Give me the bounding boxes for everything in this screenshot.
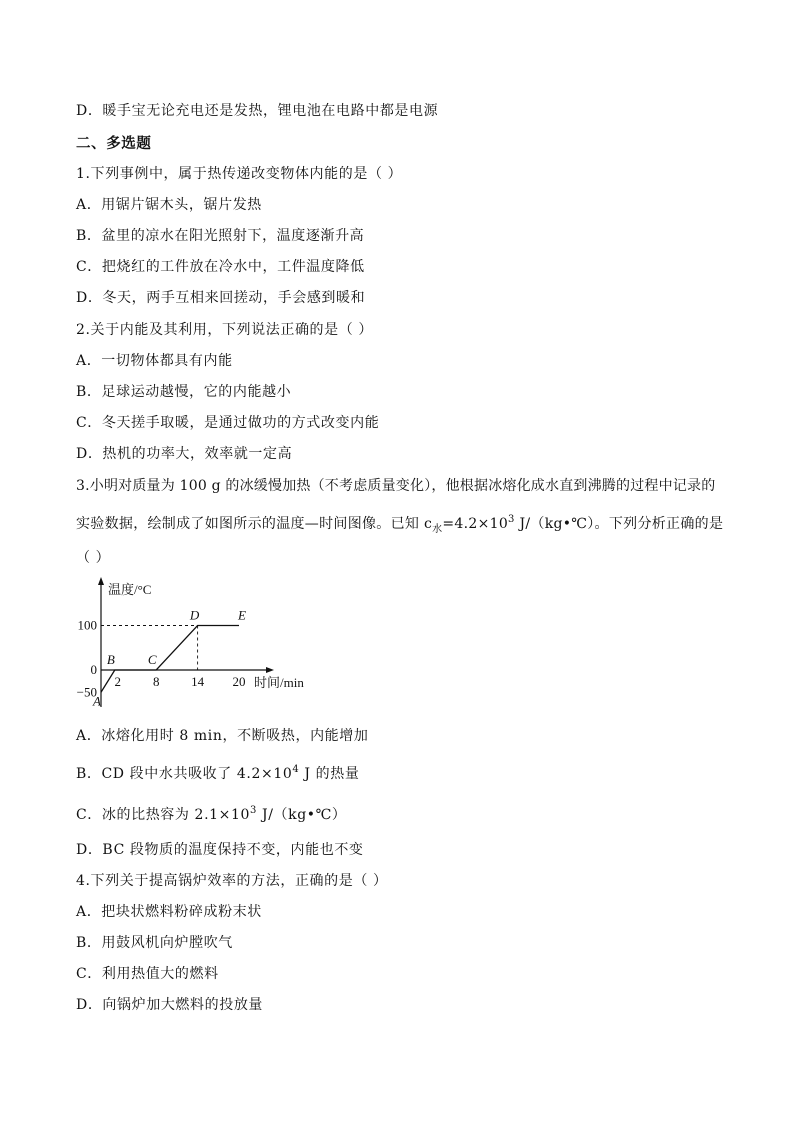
q3-option-a: A．冰熔化用时 8 min，不断吸热，内能增加	[76, 728, 369, 744]
line-d-prev: D．暖手宝无论充电还是发热，锂电池在电路中都是电源	[76, 103, 439, 119]
y-tick-label: 0	[90, 662, 97, 677]
q2-option-c: C．冬天搓手取暖，是通过做功的方式改变内能	[76, 415, 380, 431]
q4-option-c: C．利用热值大的燃料	[76, 966, 219, 982]
q3b-text-pre: B．CD 段中水共吸收了 4.2×10	[76, 766, 293, 782]
q3b-text-post: J 的热量	[299, 766, 360, 782]
q1-option-d: D．冬天，两手互相来回搓动，手会感到暖和	[76, 290, 366, 306]
question-1: 1.下列事例中，属于热传递改变物体内能的是（ ）	[76, 166, 403, 182]
question-3-line-3: （ ）	[76, 550, 111, 566]
y-axis-label: 温度/°C	[108, 582, 152, 597]
q1-option-b: B．盆里的凉水在阳光照射下，温度逐渐升高	[76, 228, 365, 244]
y-axis-arrow	[98, 577, 104, 585]
point-label-D: D	[189, 607, 200, 623]
q1-option-c: C．把烧红的工件放在冷水中，工件温度降低	[76, 259, 365, 275]
temperature-curve	[101, 626, 239, 693]
point-label-A: A	[93, 693, 101, 709]
q2-option-b: B．足球运动越慢，它的内能越小	[76, 384, 292, 400]
question-3-line-1: 3.小明对质量为 100 g 的冰缓慢加热（不考虑质量变化），他根据冰熔化成水直到沸腾的过程中记录的	[76, 478, 716, 494]
q4-option-d: D．向锅炉加大燃料的投放量	[76, 997, 264, 1013]
q3c-text-post: J/（kg•℃）	[256, 807, 347, 823]
q3-text-mid: =4.2×10	[442, 516, 509, 532]
section-title: 二、多选题	[76, 136, 152, 152]
x-tick-label: 2	[114, 674, 122, 689]
q4-option-b: B．用鼓风机向炉膛吹气	[76, 935, 233, 951]
x-axis-arrow	[266, 667, 274, 673]
q3-option-d: D．BC 段物质的温度保持不变，内能也不变	[76, 842, 364, 858]
x-axis-label: 时间/min	[254, 675, 304, 690]
point-label-B: B	[106, 652, 115, 667]
x-tick-label: 8	[152, 674, 160, 689]
q3-superscript: 3	[508, 514, 515, 525]
question-4: 4.下列关于提高锅炉效率的方法，正确的是（ ）	[76, 873, 388, 889]
temperature-time-graph	[70, 570, 330, 710]
question-2: 2.关于内能及其利用，下列说法正确的是（ ）	[76, 322, 374, 338]
q3-option-c	[76, 805, 347, 825]
q3-text-pre: 实验数据，绘制成了如图所示的温度—时间图像。已知 c	[76, 516, 433, 532]
q3b-superscript: 4	[292, 764, 300, 775]
q3-option-b	[76, 764, 359, 784]
q2-option-a: A．一切物体都具有内能	[76, 353, 233, 369]
q4-option-a: A．把块状燃料粉碎成粉末状	[76, 904, 262, 920]
q3-subscript: 水	[432, 524, 443, 535]
question-3-line-2	[76, 514, 723, 534]
x-tick-label: 14	[191, 674, 205, 689]
point-label-E: E	[238, 607, 246, 623]
q1-option-a: A．用锯片锯木头，锯片发热	[76, 197, 262, 213]
q3c-text-pre: C．冰的比热容为 2.1×10	[76, 807, 250, 823]
q3c-superscript: 3	[249, 805, 257, 816]
point-label-C: C	[147, 652, 157, 667]
y-tick-label: 100	[77, 617, 97, 633]
y-tick-label: −50	[76, 684, 97, 700]
x-tick-label: 20	[232, 674, 246, 689]
q3-text-post: J/（kg•℃）。下列分析正确的是	[514, 516, 724, 532]
q2-option-d: D．热机的功率大，效率就一定高	[76, 446, 293, 462]
